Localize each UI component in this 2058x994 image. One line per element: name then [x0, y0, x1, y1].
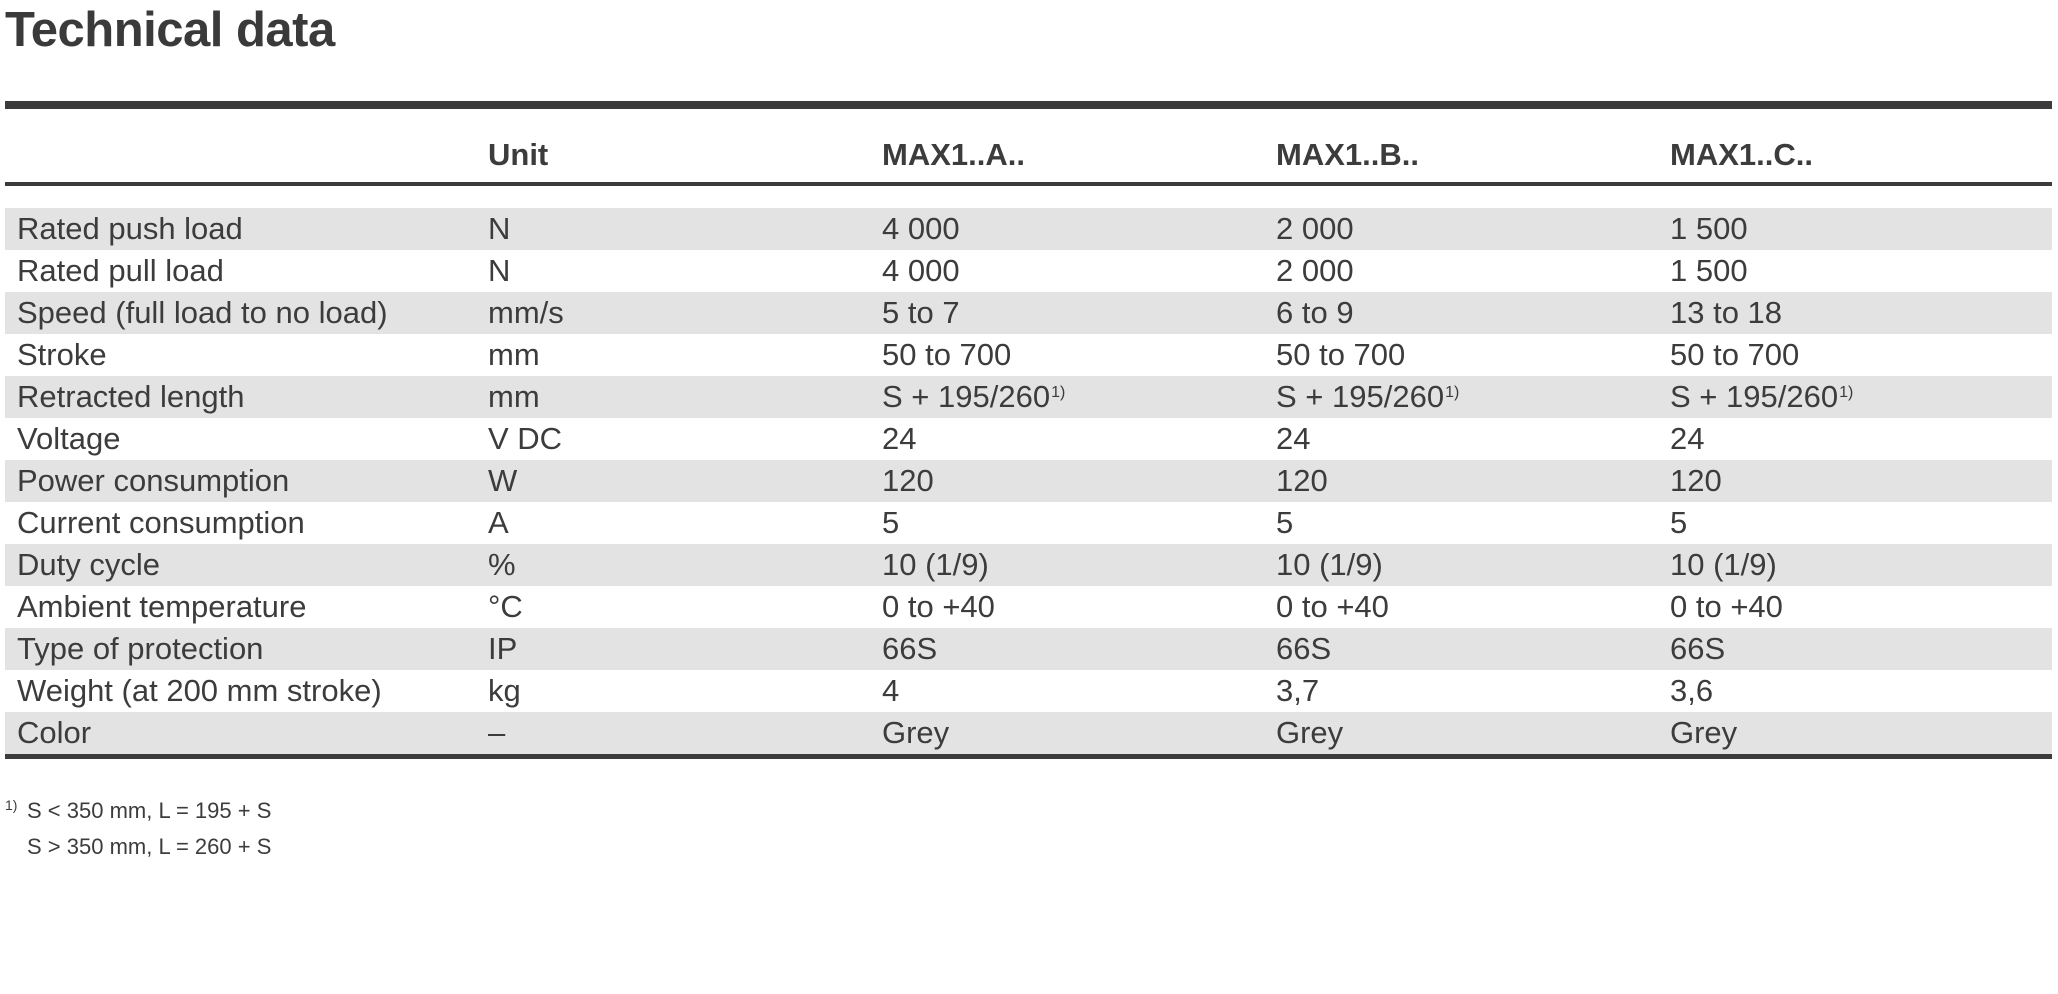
cell-text: Grey — [1670, 715, 1738, 750]
cell-text: Duty cycle — [17, 547, 160, 582]
max1-c-cell — [1670, 250, 1748, 292]
max1-a-cell — [882, 208, 960, 250]
cell-text: Stroke — [17, 337, 107, 372]
parameter-cell — [17, 586, 306, 628]
unit-cell — [488, 208, 510, 250]
max1-b-cell — [1276, 292, 1354, 334]
cell-text: 10 (1/9) — [1670, 547, 1777, 582]
unit-cell — [488, 376, 540, 418]
max1-b-cell — [1276, 460, 1328, 502]
cell-text: % — [488, 547, 516, 582]
cell-text: Voltage — [17, 421, 121, 456]
cell-text: 4 — [882, 673, 900, 708]
table-row — [5, 460, 2052, 502]
cell-text: Type of protection — [17, 631, 264, 666]
cell-text: W — [488, 463, 518, 498]
unit-cell — [488, 334, 540, 376]
footnotes — [5, 793, 271, 865]
cell-text: 0 to +40 — [1276, 589, 1389, 624]
cell-text: – — [488, 715, 506, 750]
header-cell-max1-b: MAX1..B.. — [1276, 137, 1419, 172]
cell-text: 24 — [1276, 421, 1311, 456]
max1-b-cell — [1276, 670, 1319, 712]
cell-text: Grey — [1276, 715, 1344, 750]
cell-text: Ambient temperature — [17, 589, 307, 624]
table-row — [5, 712, 2052, 754]
header-cell-max1-c: MAX1..C.. — [1670, 137, 1813, 172]
max1-b-cell — [1276, 628, 1331, 670]
table-row — [5, 670, 2052, 712]
footnote-line: S < 350 mm, L = 195 + S — [27, 798, 272, 823]
cell-text: 10 (1/9) — [1276, 547, 1383, 582]
max1-a-cell — [882, 628, 937, 670]
max1-b-cell — [1276, 250, 1354, 292]
max1-b-cell — [1276, 376, 1459, 418]
cell-text: Rated pull load — [17, 253, 224, 288]
cell-text: V DC — [488, 421, 563, 456]
cell-text: N — [488, 211, 511, 246]
cell-text: 24 — [882, 421, 917, 456]
max1-a-cell — [882, 586, 995, 628]
table-top-rule — [5, 101, 2052, 109]
max1-c-cell — [1670, 502, 1687, 544]
table-bottom-rule — [5, 754, 2052, 759]
parameter-cell — [17, 712, 91, 754]
max1-a-cell — [882, 544, 989, 586]
table-row — [5, 208, 2052, 250]
footnote-line: S > 350 mm, L = 260 + S — [27, 834, 272, 859]
max1-a-cell — [882, 460, 934, 502]
parameter-cell — [17, 250, 224, 292]
technical-data-table — [5, 101, 2052, 759]
max1-b-cell — [1276, 712, 1343, 754]
cell-text: S + 195/260 — [1670, 379, 1839, 414]
cell-text: A — [488, 505, 509, 540]
unit-cell — [488, 628, 517, 670]
cell-text: kg — [488, 673, 521, 708]
max1-a-cell — [882, 418, 916, 460]
cell-text: 5 to 7 — [882, 295, 960, 330]
max1-a-cell — [882, 712, 949, 754]
max1-c-cell — [1670, 628, 1725, 670]
table-row — [5, 544, 2052, 586]
cell-text: 1 500 — [1670, 211, 1748, 246]
cell-text: 5 — [1670, 505, 1688, 540]
max1-c-cell — [1670, 418, 1704, 460]
cell-text: mm — [488, 337, 540, 372]
unit-cell — [488, 502, 509, 544]
cell-text: Speed (full load to no load) — [17, 295, 388, 330]
cell-text: 50 to 700 — [1670, 337, 1800, 372]
cell-text: 2 000 — [1276, 253, 1354, 288]
cell-text: IP — [488, 631, 518, 666]
max1-c-cell — [1670, 460, 1722, 502]
max1-c-cell — [1670, 670, 1713, 712]
cell-text: 50 to 700 — [882, 337, 1012, 372]
cell-text: 1 500 — [1670, 253, 1748, 288]
unit-cell — [488, 292, 564, 334]
max1-b-cell — [1276, 208, 1354, 250]
max1-b-cell — [1276, 544, 1383, 586]
table-row — [5, 418, 2052, 460]
cell-text: 50 to 700 — [1276, 337, 1406, 372]
max1-c-cell — [1670, 208, 1748, 250]
max1-a-cell — [882, 670, 899, 712]
cell-text: Current consumption — [17, 505, 305, 540]
max1-c-cell — [1670, 334, 1799, 376]
table-row — [5, 250, 2052, 292]
parameter-cell — [17, 376, 244, 418]
cell-text: Color — [17, 715, 92, 750]
cell-text: S + 195/260 — [1276, 379, 1445, 414]
cell-text: °C — [488, 589, 523, 624]
unit-cell — [488, 712, 505, 754]
max1-b-cell — [1276, 586, 1389, 628]
cell-text: 66S — [1276, 631, 1332, 666]
cell-text: 5 — [882, 505, 900, 540]
unit-cell — [488, 544, 516, 586]
parameter-cell — [17, 208, 243, 250]
cell-text: 120 — [882, 463, 934, 498]
parameter-cell — [17, 292, 388, 334]
max1-b-cell — [1276, 418, 1310, 460]
cell-text: 3,6 — [1670, 673, 1714, 708]
max1-a-cell — [882, 334, 1011, 376]
table-body — [5, 208, 2052, 754]
max1-b-cell — [1276, 502, 1293, 544]
cell-text: N — [488, 253, 511, 288]
max1-a-cell — [882, 376, 1065, 418]
header-spacer — [5, 186, 2052, 208]
max1-b-cell — [1276, 334, 1405, 376]
parameter-cell — [17, 670, 382, 712]
cell-text: Power consumption — [17, 463, 290, 498]
parameter-cell — [17, 418, 120, 460]
max1-c-cell — [1670, 544, 1777, 586]
cell-text: 5 — [1276, 505, 1294, 540]
cell-text: Rated push load — [17, 211, 243, 246]
parameter-cell — [17, 460, 289, 502]
cell-text: Grey — [882, 715, 950, 750]
table-row — [5, 334, 2052, 376]
parameter-cell — [17, 544, 160, 586]
cell-text: 120 — [1670, 463, 1722, 498]
cell-text: 2 000 — [1276, 211, 1354, 246]
cell-text: 4 000 — [882, 253, 960, 288]
cell-text: mm/s — [488, 295, 564, 330]
cell-text: 120 — [1276, 463, 1328, 498]
cell-text: 13 to 18 — [1670, 295, 1783, 330]
parameter-cell — [17, 502, 305, 544]
table-row — [5, 502, 2052, 544]
table-header-row — [5, 109, 2052, 186]
unit-cell — [488, 418, 562, 460]
max1-a-cell — [882, 502, 899, 544]
cell-text: Retracted length — [17, 379, 245, 414]
max1-a-cell — [882, 292, 960, 334]
cell-text: 0 to +40 — [1670, 589, 1783, 624]
parameter-cell — [17, 628, 263, 670]
header-cell-max1-a: MAX1..A.. — [882, 137, 1025, 172]
cell-text: 4 000 — [882, 211, 960, 246]
footnote-reference: 1) — [1051, 384, 1066, 401]
max1-c-cell — [1670, 586, 1783, 628]
cell-text: 0 to +40 — [882, 589, 995, 624]
max1-c-cell — [1670, 376, 1853, 418]
footnote-reference: 1) — [1839, 384, 1854, 401]
table-row — [5, 292, 2052, 334]
footnote-reference: 1) — [1445, 384, 1460, 401]
table-row — [5, 376, 2052, 418]
cell-text: 66S — [882, 631, 938, 666]
cell-text: 10 (1/9) — [882, 547, 989, 582]
cell-text: Weight (at 200 mm stroke) — [17, 673, 382, 708]
unit-cell — [488, 250, 510, 292]
table-row — [5, 586, 2052, 628]
cell-text: 3,7 — [1276, 673, 1320, 708]
unit-cell — [488, 586, 523, 628]
cell-text: mm — [488, 379, 540, 414]
table-row — [5, 628, 2052, 670]
max1-c-cell — [1670, 292, 1782, 334]
footnote-marker: 1) — [5, 797, 18, 813]
cell-text: 24 — [1670, 421, 1705, 456]
header-cell-unit: Unit — [488, 137, 549, 172]
cell-text: 6 to 9 — [1276, 295, 1354, 330]
unit-cell — [488, 670, 521, 712]
cell-text: 66S — [1670, 631, 1726, 666]
max1-c-cell — [1670, 712, 1737, 754]
page-title: Technical data — [5, 3, 335, 57]
cell-text: S + 195/260 — [882, 379, 1051, 414]
max1-a-cell — [882, 250, 960, 292]
unit-cell — [488, 460, 517, 502]
parameter-cell — [17, 334, 107, 376]
